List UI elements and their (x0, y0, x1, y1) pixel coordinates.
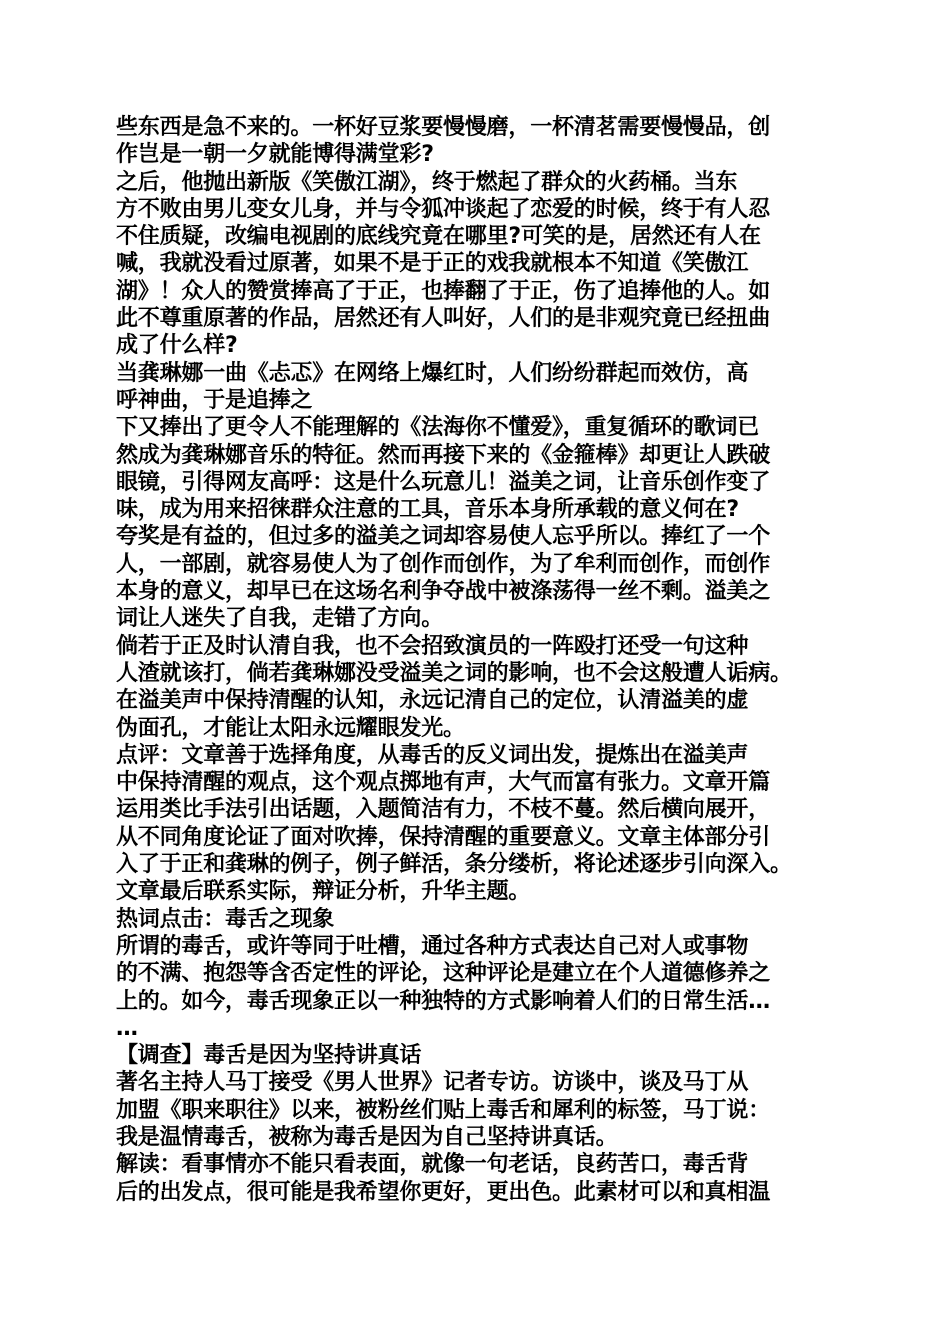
text-line: 文章最后联系实际，辩证分析，升华主题。 (116, 879, 531, 905)
text-line: 运用类比手法引出话题，入题简洁有力，不枝不蔓。然后横向展开， (116, 797, 771, 823)
text-line: 人渣就该打，倘若龚琳娜没受溢美之词的影响，也不会这般遭人诟病。 (116, 660, 792, 686)
text-line: 之后，他抛出新版《笑傲江湖》，终于燃起了群众的火药桶。当东 (116, 169, 738, 195)
text-line: 当龚琳娜一曲《忐忑》在网络上爆红时，人们纷纷群起而效仿，高 (116, 360, 749, 386)
text-line: 此不尊重原著的作品，居然还有人叫好，人们的是非观究竟已经扭曲 (116, 306, 771, 332)
text-line: 的不满、抱怨等含否定性的评论，这种评论是建立在个人道德修养之 (116, 961, 771, 987)
text-line: 眼镜，引得网友高呼：这是什么玩意儿！溢美之词，让音乐创作变了 (116, 469, 771, 495)
text-line: 我是温情毒舌，被称为毒舌是因为自己坚持讲真话。 (116, 1124, 618, 1150)
text-line: 人，一部剧，就容易使人为了创作而创作，为了牟利而创作，而创作 (116, 551, 771, 577)
text-line: 上的。如今，毒舌现象正以一种独特的方式影响着人们的日常生活… (116, 988, 771, 1014)
text-line: 中保持清醒的观点，这个观点掷地有声，大气而富有张力。文章开篇 (116, 770, 771, 796)
text-line: 从不同角度论证了面对吹捧，保持清醒的重要意义。文章主体部分引 (116, 824, 771, 850)
text-line: 解读：看事情亦不能只看表面，就像一句老话，良药苦口，毒舌背 (116, 1152, 749, 1178)
text-line: 成了什么样? (116, 333, 238, 359)
text-line: 所谓的毒舌，或许等同于吐槽，通过各种方式表达自己对人或事物 (116, 933, 749, 959)
text-line: 些东西是急不来的。一杯好豆浆要慢慢磨，一杯清茗需要慢慢品，创 (116, 115, 771, 140)
text-line: 点评：文章善于选择角度，从毒舌的反义词出发，提炼出在溢美声 (116, 742, 749, 768)
text-line: 方不败由男儿变女儿身，并与令狐冲谈起了恋爱的时候，终于有人忍 (116, 196, 771, 222)
text-line: 伪面孔，才能让太阳永远耀眼发光。 (116, 715, 465, 741)
text-line: 然成为龚琳娜音乐的特征。然而再接下来的《金箍棒》却更让人跌破 (116, 442, 771, 468)
text-line: 本身的意义，却早已在这场名利争夺战中被涤荡得一丝不剩。溢美之 (116, 579, 771, 605)
text-line: 【调查】毒舌是因为坚持讲真话 (116, 1043, 422, 1069)
text-line: 湖》！众人的赞赏捧高了于正，也捧翻了于正，伤了追捧他的人。如 (116, 278, 771, 304)
text-line: 作岂是一朝一夕就能博得满堂彩? (116, 142, 434, 168)
document-body (116, 114, 856, 1206)
text-line: … (116, 1015, 138, 1041)
text-line: 著名主持人马丁接受《男人世界》记者专访。访谈中，谈及马丁从 (116, 1070, 749, 1096)
text-line: 入了于正和龚琳的例子，例子鲜活，条分缕析，将论述逐步引向深入。 (116, 852, 792, 878)
text-line: 呼神曲，于是追捧之 (116, 387, 313, 413)
text-line: 倘若于正及时认清自我，也不会招致演员的一阵殴打还受一句这种 (116, 633, 749, 659)
text-line: 不住质疑，改编电视剧的底线究竟在哪里?可笑的是，居然还有人在 (116, 224, 761, 250)
text-line: 下又捧出了更令人不能理解的《法海你不懂爱》，重复循环的歌词已 (116, 415, 760, 441)
text-line: 加盟《职来职往》以来，被粉丝们贴上毒舌和犀利的标签，马丁说： (116, 1097, 771, 1123)
text-line: 后的出发点，很可能是我希望你更好，更出色。此素材可以和真相温 (116, 1179, 771, 1205)
text-line: 味，成为用来招徕群众注意的工具，音乐本身所承载的意义何在? (116, 497, 739, 523)
text-line: 夸奖是有益的，但过多的溢美之词却容易使人忘乎所以。捧红了一个 (116, 524, 771, 550)
text-line: 词让人迷失了自我，走错了方向。 (116, 606, 444, 632)
text-line: 喊，我就没看过原著，如果不是于正的戏我就根本不知道《笑傲江 (116, 251, 749, 277)
text-line: 热词点击：毒舌之现象 (116, 906, 335, 932)
text-line: 在溢美声中保持清醒的认知，永远记清自己的定位，认清溢美的虚 (116, 688, 749, 714)
